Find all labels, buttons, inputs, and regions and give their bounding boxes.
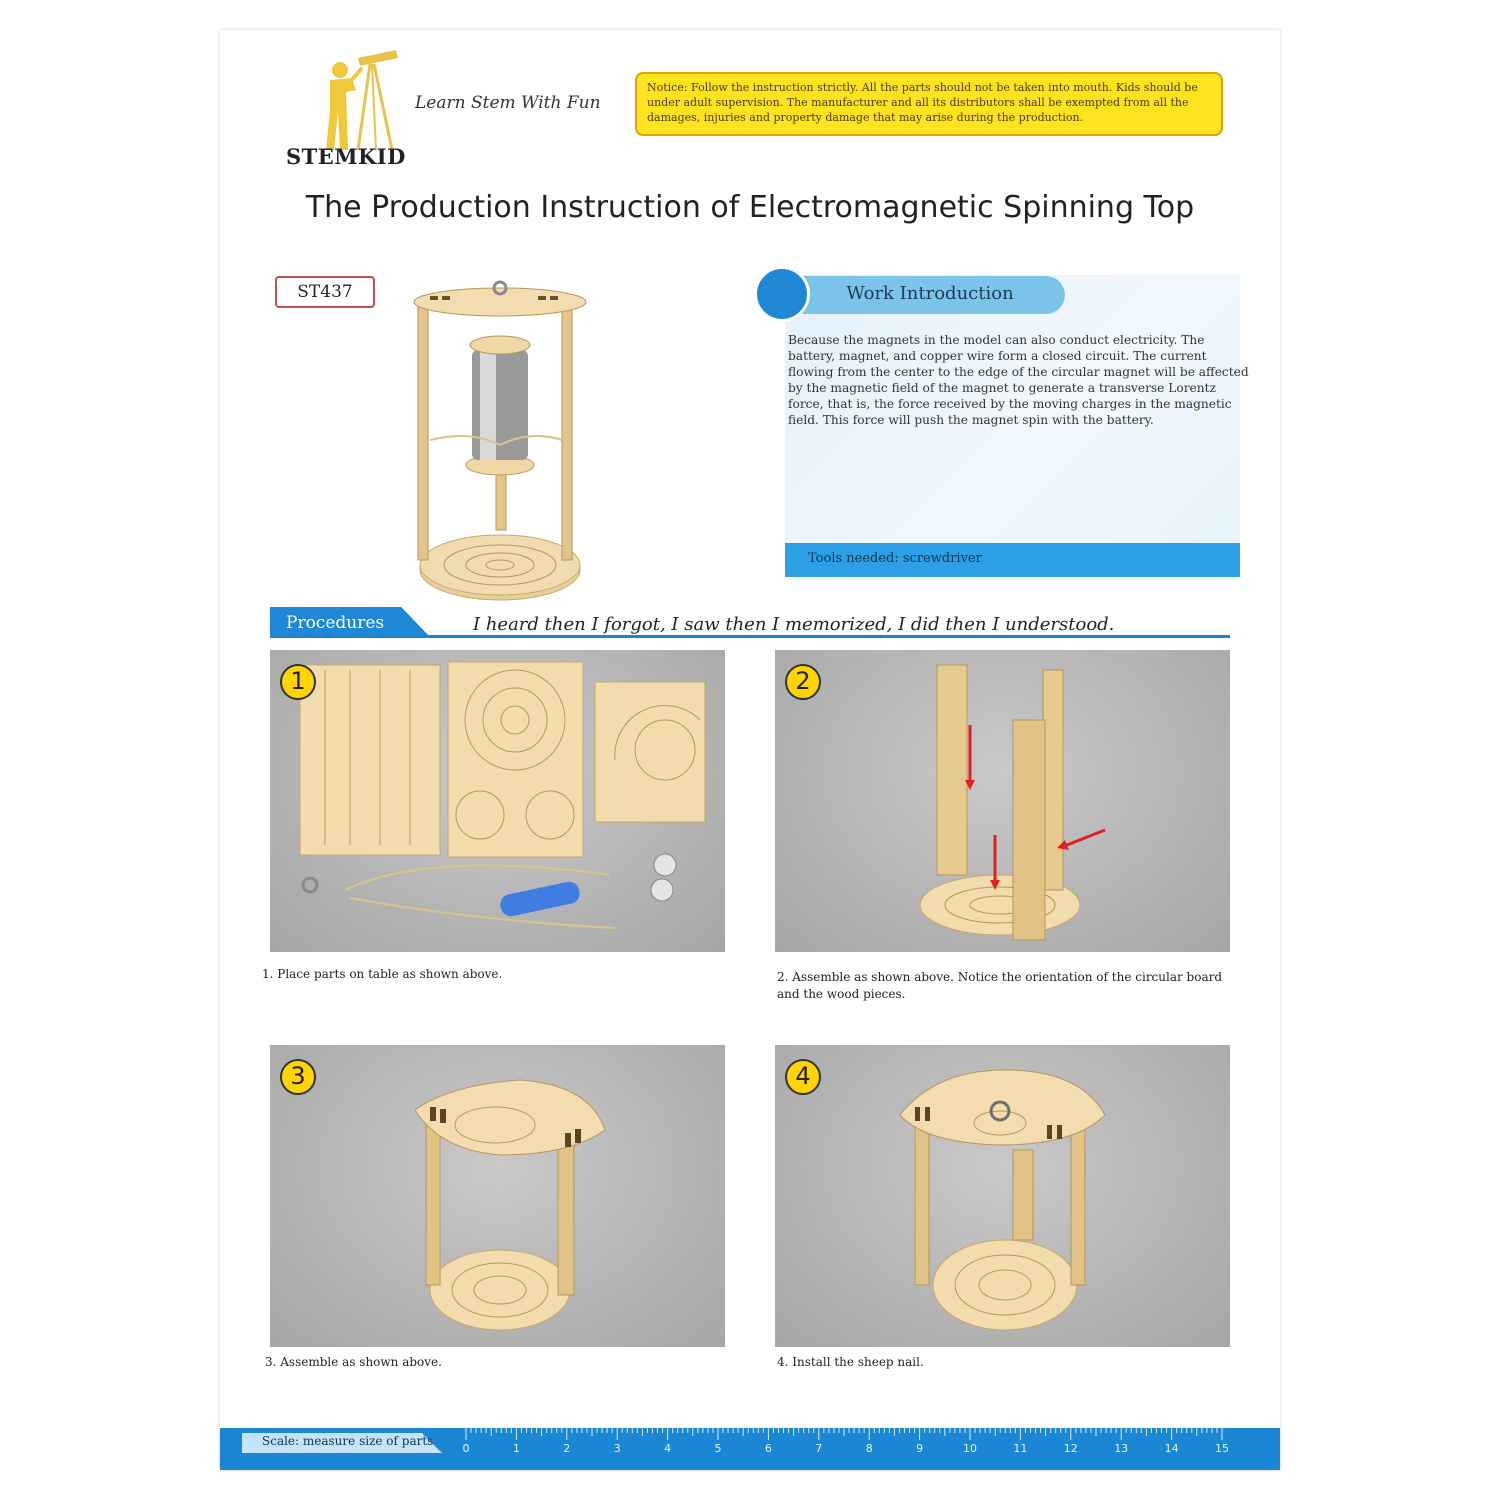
step-1-photo [270, 650, 725, 952]
scale-label: Scale: measure size of parts [262, 1434, 434, 1448]
step-4-assembly-illustration [775, 1045, 1230, 1347]
ruler-tick-label: 11 [1013, 1442, 1028, 1455]
step-2-photo [775, 650, 1230, 952]
telescope-kid-logo [300, 50, 410, 150]
step-2-assembly-illustration [775, 650, 1230, 952]
ruler-tick-label: 14 [1164, 1442, 1179, 1455]
product-photo [390, 280, 610, 610]
step-3-photo [270, 1045, 725, 1347]
page-title: The Production Instruction of Electromagnetic Spinning Top [305, 190, 1195, 225]
procedures-motto: I heard then I forgot, I saw then I memorized, I did then I understood. [473, 614, 1115, 635]
ruler-tick-label: 10 [963, 1442, 977, 1455]
ruler-tick-label: 13 [1114, 1442, 1129, 1455]
procedures-label: Procedures [286, 613, 385, 633]
ruler-tick-label: 6 [764, 1442, 772, 1455]
step-4-number: 4 [785, 1059, 821, 1095]
safety-notice: Notice: Follow the instruction strictly. All the parts should not be taken into mouth. Kids should be under adult supervision. The manufacturer and all its distributors shall be exempted from all the damages, injuries and property damage that may arise during the production. [635, 72, 1223, 136]
ruler-tick-label: 2 [563, 1442, 571, 1455]
tools-needed: Tools needed: screwdriver [808, 551, 982, 566]
step-2-number: 2 [785, 664, 821, 700]
step-3-number: 3 [280, 1059, 316, 1095]
ruler-tick-label: 15 [1215, 1442, 1229, 1455]
instruction-sheet [220, 30, 1280, 1470]
ruler-tick-label: 9 [916, 1442, 924, 1455]
ruler-tick-label: 8 [865, 1442, 873, 1455]
step-3-caption: 3. Assemble as shown above. [265, 1355, 442, 1369]
step-3-assembly-illustration [270, 1045, 725, 1347]
step-1-number: 1 [280, 664, 316, 700]
step-2-caption: 2. Assemble as shown above. Notice the orientation of the circular board and the wood pieces. [777, 970, 1223, 1001]
step-1-parts-illustration [270, 650, 725, 952]
step-1-caption: 1. Place parts on table as shown above. [262, 967, 503, 981]
intro-circle-icon [754, 266, 810, 322]
intro-text: Because the magnets in the model can also conduct electricity. The battery, magnet, and copper wire form a closed circuit. The current flowing from the center to the edge of the circular magnet will be affected by the magnetic field of the magnet to generate a transverse Lorentz force, that is, the force received by the moving charges in the magnetic field. This force will push the magnet spin with the battery. [788, 333, 1249, 427]
step-4-photo [775, 1045, 1230, 1347]
ruler-tick-label: 7 [815, 1442, 823, 1455]
step-4-caption: 4. Install the sheep nail. [777, 1355, 924, 1369]
ruler-tick-label: 5 [714, 1442, 722, 1455]
brand-name: STEMKID [286, 144, 406, 169]
intro-title: Work Introduction [846, 283, 1014, 304]
ruler-tick-label: 4 [664, 1442, 672, 1455]
brand-slogan: Learn Stem With Fun [415, 93, 601, 113]
ruler-tick-label: 1 [512, 1442, 520, 1455]
ruler-tick-label: 3 [613, 1442, 621, 1455]
product-code-badge: ST437 [275, 276, 375, 308]
ruler-tick-label: 0 [462, 1442, 470, 1455]
ruler-tick-label: 12 [1063, 1442, 1078, 1455]
